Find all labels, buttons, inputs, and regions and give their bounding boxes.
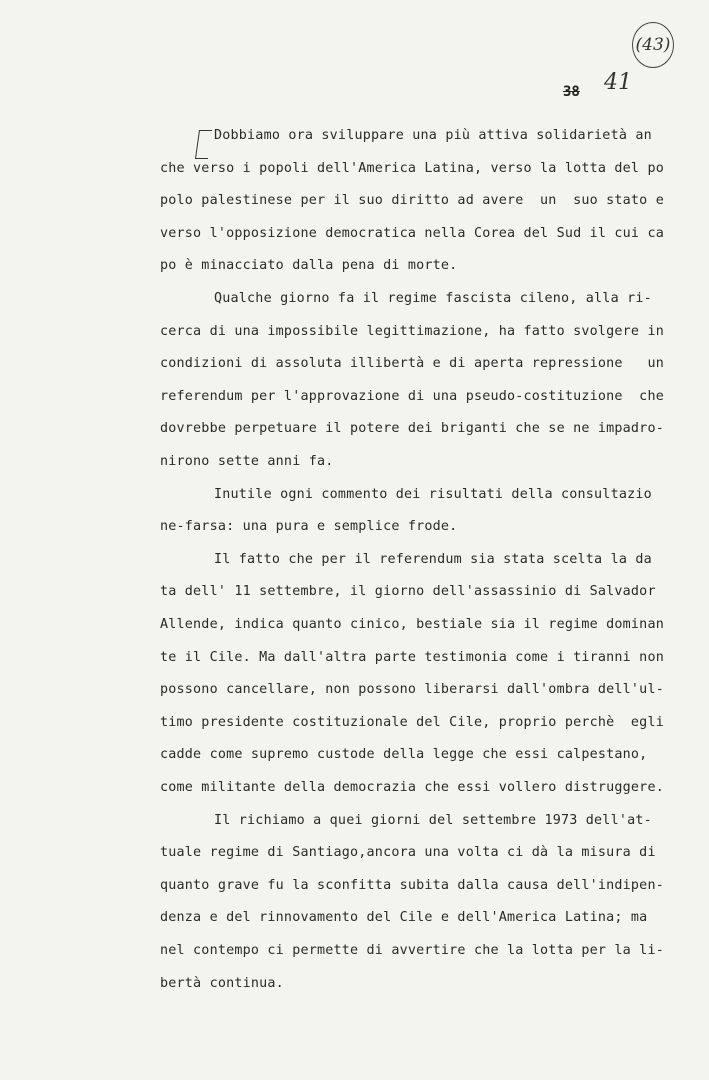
text-line: Dobbiamo ora sviluppare una più attiva solidarietà an [214,128,652,143]
handwritten-page-number: 41 [604,70,632,95]
text-line: Qualche giorno fa il regime fascista cileno, alla ri- [214,291,652,306]
text-line: referendum per l'approvazione di una pseudo-costituzione che [160,388,664,404]
text-line: nirono sette anni fa. [160,454,334,469]
text-line: bertà continua. [160,975,284,991]
text-line: nel contempo ci permette di avvertire che la lotta per la li- [160,943,664,958]
text-line: Inutile ogni commento dei risultati della consultazio [214,486,652,502]
text-line: quanto grave fu la sconfitta subita dalla causa dell'indipen- [160,877,664,893]
text-line: ne-farsa: una pura e semplice frode. [160,519,458,535]
text-line: denza e del rinnovamento del Cile e dell'America Latina; ma [160,910,648,926]
text-line: dovrebbe perpetuare il potere dei briganti che se ne impadro- [160,421,664,437]
text-line: cerca di una impossibile legittimazione, ha fatto svolgere in [160,323,664,339]
text-line: polo palestinese per il suo diritto ad avere un suo stato e [160,193,664,209]
text-line: po è minacciato dalla pena di morte. [160,258,458,274]
text-line: possono cancellare, non possono liberarsi dall'ombra dell'ul- [160,682,664,698]
text-line: timo presidente costituzionale del Cile, proprio perchè egli [160,714,664,730]
text-line: verso l'opposizione democratica nella Corea del Sud il cui ca [160,225,664,241]
stamp-number: (43) [635,35,671,55]
typed-page-number: 38 [563,84,580,100]
text-line: Il fatto che per il referendum sia stata scelta la da [214,551,652,567]
text-line: ta dell' 11 settembre, il giorno dell'assassinio di Salvador [160,584,656,600]
text-line: che verso i popoli dell'America Latina, verso la lotta del po [160,160,664,176]
text-line: tuale regime di Santiago,ancora una volta ci dà la misura di [160,845,656,861]
text-line: cadde come supremo custode della legge che essi calpestano, [160,747,648,763]
text-line: condizioni di assoluta illibertà e di aperta repressione un [160,356,664,372]
text-line: come militante della democrazia che essi vollero distruggere. [160,780,664,795]
handwritten-bracket-mark [195,130,212,159]
text-line: Allende, indica quanto cinico, bestiale sia il regime dominan [160,617,664,632]
text-line: te il Cile. Ma dall'altra parte testimonia come i tiranni non [160,649,664,665]
archive-stamp [632,22,674,68]
text-line: Il richiamo a quei giorni del settembre 1973 dell'at- [214,812,652,828]
